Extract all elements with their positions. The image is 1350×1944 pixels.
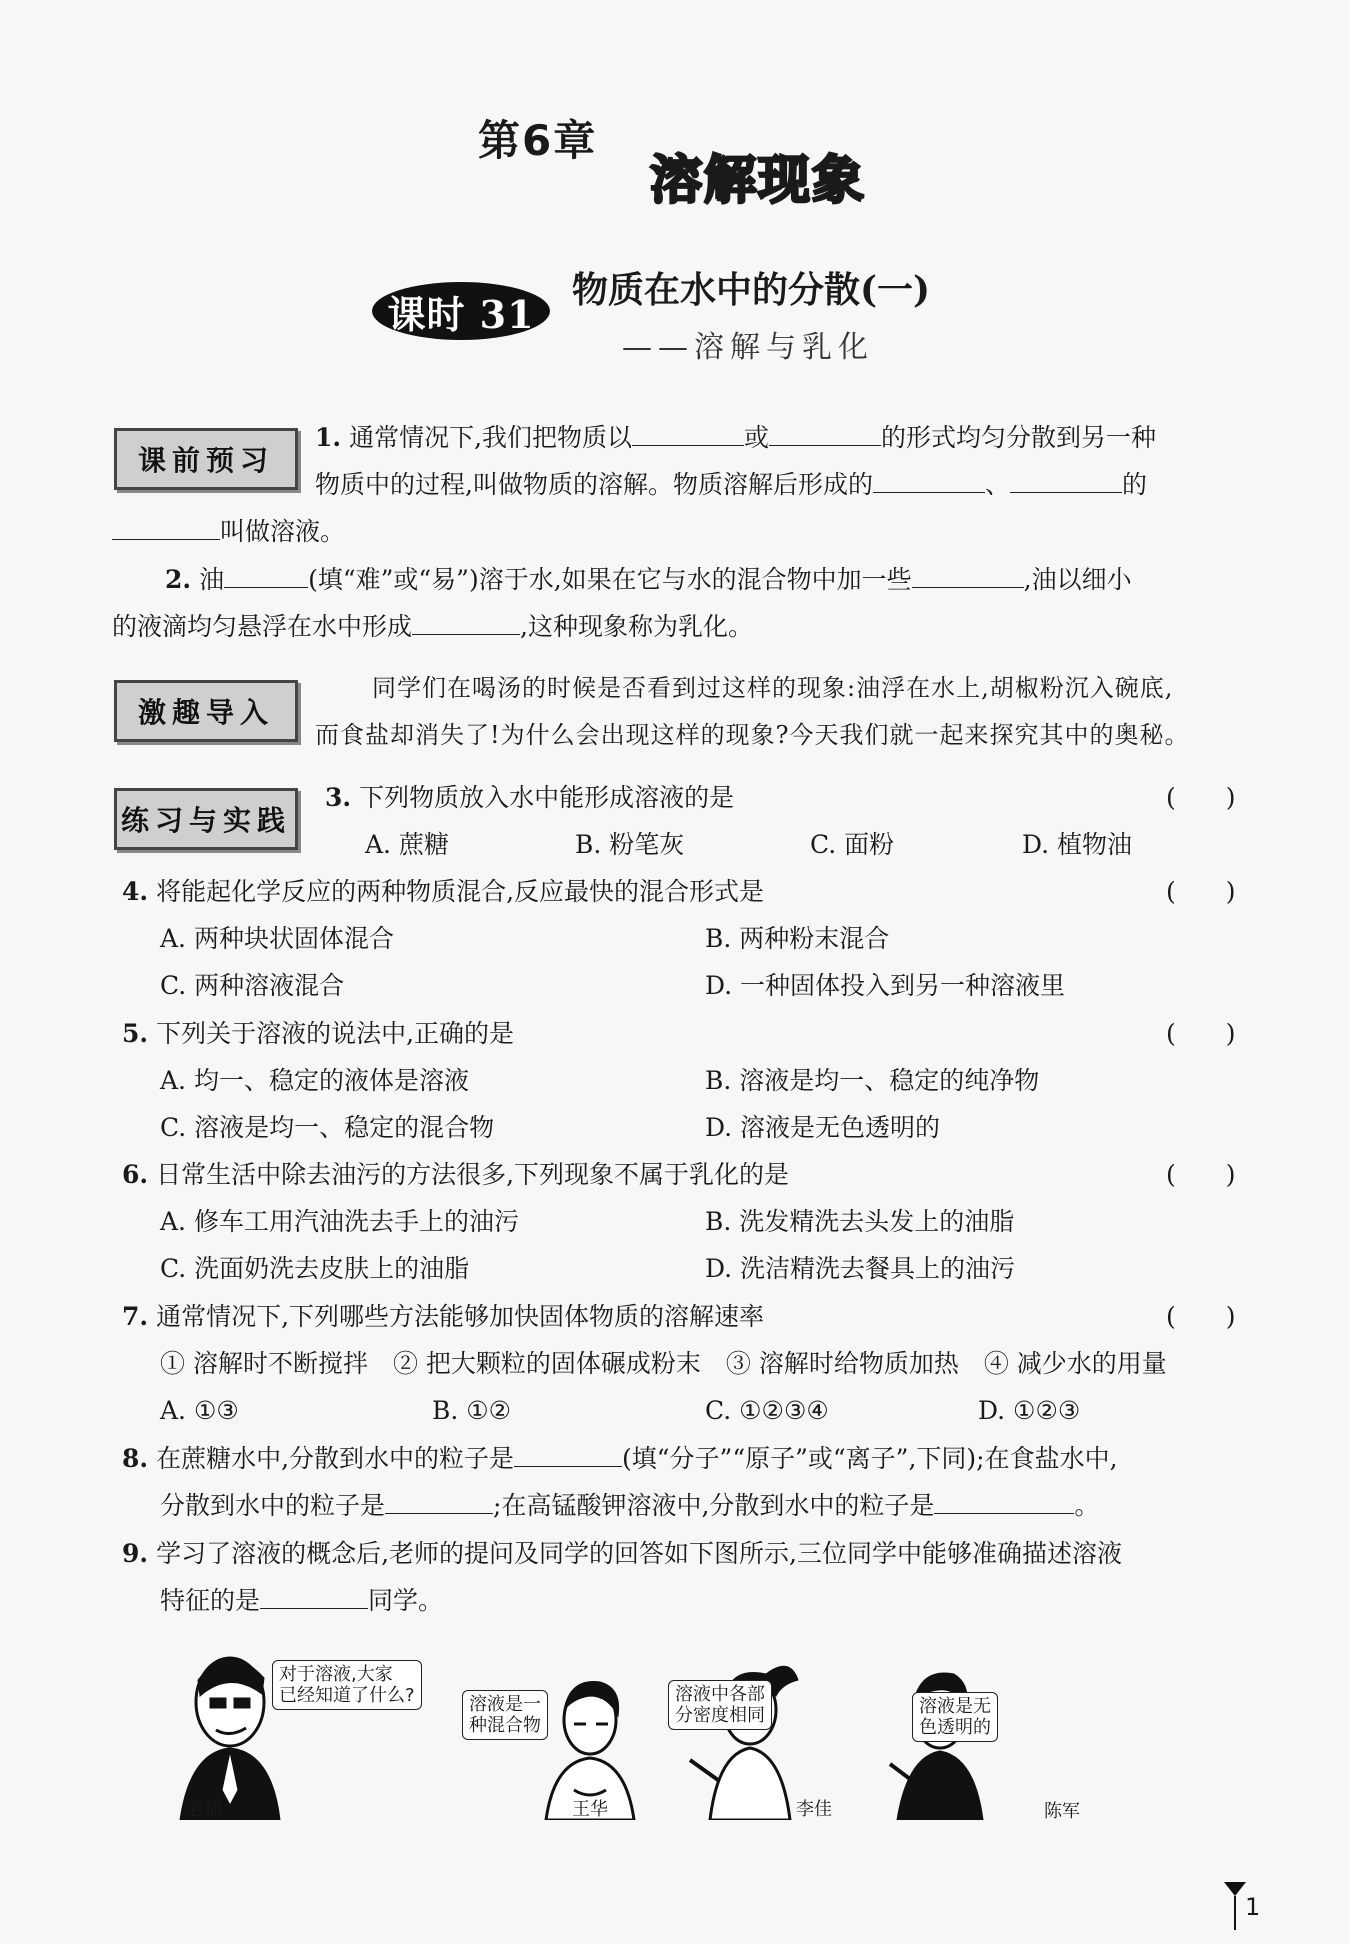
question-text: 的液滴均匀悬浮在水中形成 — [112, 612, 413, 641]
answer-parentheses[interactable]: ( ) — [1166, 783, 1236, 812]
option-d: D. 溶液是无色透明的 — [705, 1113, 941, 1142]
option-d: D. 植物油 — [1022, 830, 1133, 859]
lesson-subtitle: ——溶解与乳化 — [622, 330, 874, 365]
question-text: 下列关于溶液的说法中,正确的是 — [156, 1019, 515, 1048]
answer-blank[interactable] — [632, 421, 744, 446]
question-1-line-2 — [315, 461, 1147, 508]
question-7-items: ① 溶解时不断搅拌 ② 把大颗粒的固体碾成粉末 ③ 溶解时给物质加热 ④ 减少水的用量 — [160, 1349, 1167, 1378]
option-a: A. ①③ — [160, 1396, 239, 1425]
question-text: 油 — [199, 565, 225, 594]
bubble-text: 溶液是无 — [919, 1696, 991, 1717]
bubble-text: 色透明的 — [919, 1717, 991, 1738]
question-text: 通常情况下,下列哪些方法能够加快固体物质的溶解速率 — [156, 1302, 765, 1331]
bubble-text: 分密度相同 — [675, 1705, 765, 1726]
question-number: 7. — [122, 1302, 149, 1331]
question-number: 6. — [122, 1160, 149, 1189]
page-number: 1 — [1245, 1893, 1261, 1921]
option-c: C. 两种溶液混合 — [160, 971, 345, 1000]
question-text: ;在高锰酸钾溶液中,分散到水中的粒子是 — [493, 1491, 935, 1520]
bubble-text: 溶液是一 — [469, 1694, 541, 1715]
chenjun-speech-bubble — [912, 1692, 998, 1742]
section-tag-intro: 激趣导入 — [114, 680, 298, 742]
question-text: 学习了溶液的概念后,老师的提问及同学的回答如下图所示,三位同学中能够准确描述溶液 — [156, 1539, 1122, 1568]
bubble-text: 溶液中各部 — [675, 1684, 765, 1705]
question-text: 的 — [1121, 470, 1147, 499]
question-1-line-1 — [315, 414, 1156, 461]
option-b: B. 溶液是均一、稳定的纯净物 — [705, 1066, 1040, 1095]
question-number: 8. — [122, 1444, 149, 1473]
question-8-line-1 — [122, 1435, 1118, 1482]
caption-chenjun: 陈军 — [1044, 1801, 1080, 1822]
caption-teacher: 老师 — [186, 1799, 222, 1820]
question-3-stem — [325, 774, 734, 821]
question-text: 或 — [744, 423, 770, 452]
question-text: 特征的是 — [160, 1586, 261, 1615]
answer-blank[interactable] — [934, 1489, 1074, 1514]
bubble-text: 对于溶液,大家 — [279, 1664, 393, 1685]
answer-blank[interactable] — [412, 610, 520, 635]
question-text: 的形式均匀分散到另一种 — [881, 423, 1157, 452]
option-b: B. ①② — [432, 1396, 512, 1425]
answer-parentheses[interactable]: ( ) — [1166, 1019, 1236, 1048]
option-b: B. 两种粉末混合 — [705, 924, 890, 953]
answer-blank[interactable] — [873, 468, 985, 493]
question-text: 同学。 — [368, 1586, 444, 1615]
question-9-line-1 — [122, 1530, 1122, 1577]
question-text: (填“分子”“原子”或“离子”,下同);在食盐水中, — [622, 1444, 1118, 1473]
option-a: A. 两种块状固体混合 — [160, 924, 394, 953]
answer-blank[interactable] — [224, 563, 308, 588]
question-1-line-3 — [112, 508, 345, 555]
answer-blank[interactable] — [912, 563, 1024, 588]
lesson-title: 物质在水中的分散(一) — [572, 269, 931, 311]
option-b: B. 粉笔灰 — [575, 830, 685, 859]
question-4-stem — [122, 868, 764, 915]
bubble-text: 种混合物 — [469, 1715, 541, 1736]
answer-blank[interactable] — [769, 421, 881, 446]
question-2-line-1 — [165, 556, 1132, 603]
question-text: (填“难”或“易”)溶于水,如果在它与水的混合物中加一些 — [308, 565, 912, 594]
question-number: 4. — [122, 877, 149, 906]
question-text: ,油以细小 — [1023, 565, 1132, 594]
question-8-line-2 — [160, 1482, 1099, 1529]
question-9-line-2 — [160, 1577, 443, 1624]
question-text: 叫做溶液。 — [220, 517, 346, 546]
answer-parentheses[interactable]: ( ) — [1166, 877, 1236, 906]
caption-wanghua: 王华 — [572, 1799, 608, 1820]
question-6-stem — [122, 1151, 789, 1198]
lesson-badge: 课时 31 — [372, 282, 550, 340]
answer-blank[interactable] — [260, 1584, 368, 1609]
answer-blank[interactable] — [385, 1489, 493, 1514]
question-text: 日常生活中除去油污的方法很多,下列现象不属于乳化的是 — [156, 1160, 790, 1189]
option-c: C. 洗面奶洗去皮肤上的油脂 — [160, 1254, 470, 1283]
chapter-label: 第6章 — [478, 116, 598, 165]
question-number: 2. — [165, 565, 192, 594]
question-number: 9. — [122, 1539, 149, 1568]
wanghua-speech-bubble — [462, 1690, 548, 1740]
question-text: 、 — [984, 470, 1010, 499]
option-a: A. 蔗糖 — [365, 830, 449, 859]
caption-lijia: 李佳 — [796, 1799, 832, 1820]
bubble-text: 已经知道了什么? — [279, 1685, 415, 1706]
option-c: C. ①②③④ — [705, 1396, 829, 1425]
option-c: C. 溶液是均一、稳定的混合物 — [160, 1113, 495, 1142]
question-number: 5. — [122, 1019, 149, 1048]
option-a: A. 修车工用汽油洗去手上的油污 — [160, 1207, 519, 1236]
section-tag-practice: 练习与实践 — [114, 788, 298, 850]
option-c: C. 面粉 — [810, 830, 895, 859]
answer-blank[interactable] — [112, 515, 220, 540]
question-number: 1. — [315, 423, 342, 452]
answer-parentheses[interactable]: ( ) — [1166, 1160, 1236, 1189]
answer-blank[interactable] — [1010, 468, 1122, 493]
question-text: 下列物质放入水中能形成溶液的是 — [359, 783, 735, 812]
chapter-title: 溶解现象 — [650, 151, 867, 211]
teacher-speech-bubble — [272, 1660, 422, 1710]
intro-text-line-1: 同学们在喝汤的时候是否看到过这样的现象:油浮在水上,胡椒粉沉入碗底, — [372, 674, 1174, 702]
question-text: 在蔗糖水中,分散到水中的粒子是 — [156, 1444, 515, 1473]
option-b: B. 洗发精洗去头发上的油脂 — [705, 1207, 1015, 1236]
lijia-speech-bubble — [668, 1680, 772, 1730]
option-d: D. 洗洁精洗去餐具上的油污 — [705, 1254, 1016, 1283]
question-text: 物质中的过程,叫做物质的溶解。物质溶解后形成的 — [315, 470, 873, 499]
section-tag-preview: 课前预习 — [114, 428, 298, 490]
question-text: 将能起化学反应的两种物质混合,反应最快的混合形式是 — [156, 877, 765, 906]
option-a: A. 均一、稳定的液体是溶液 — [160, 1066, 469, 1095]
intro-text-line-2: 而食盐却消失了!为什么会出现这样的现象?今天我们就一起来探究其中的奥秘。 — [315, 721, 1190, 749]
question-number: 3. — [325, 783, 352, 812]
option-d: D. 一种固体投入到另一种溶液里 — [705, 971, 1066, 1000]
question-2-line-2 — [112, 603, 753, 650]
answer-blank[interactable] — [514, 1442, 622, 1467]
question-text: 通常情况下,我们把物质以 — [349, 423, 633, 452]
question-text: 分散到水中的粒子是 — [160, 1491, 386, 1520]
question-5-stem — [122, 1010, 514, 1057]
question-7-stem — [122, 1293, 764, 1340]
question-text: 。 — [1074, 1491, 1100, 1520]
answer-parentheses[interactable]: ( ) — [1166, 1302, 1236, 1331]
question-text: ,这种现象称为乳化。 — [520, 612, 753, 641]
option-d: D. ①②③ — [978, 1396, 1081, 1425]
